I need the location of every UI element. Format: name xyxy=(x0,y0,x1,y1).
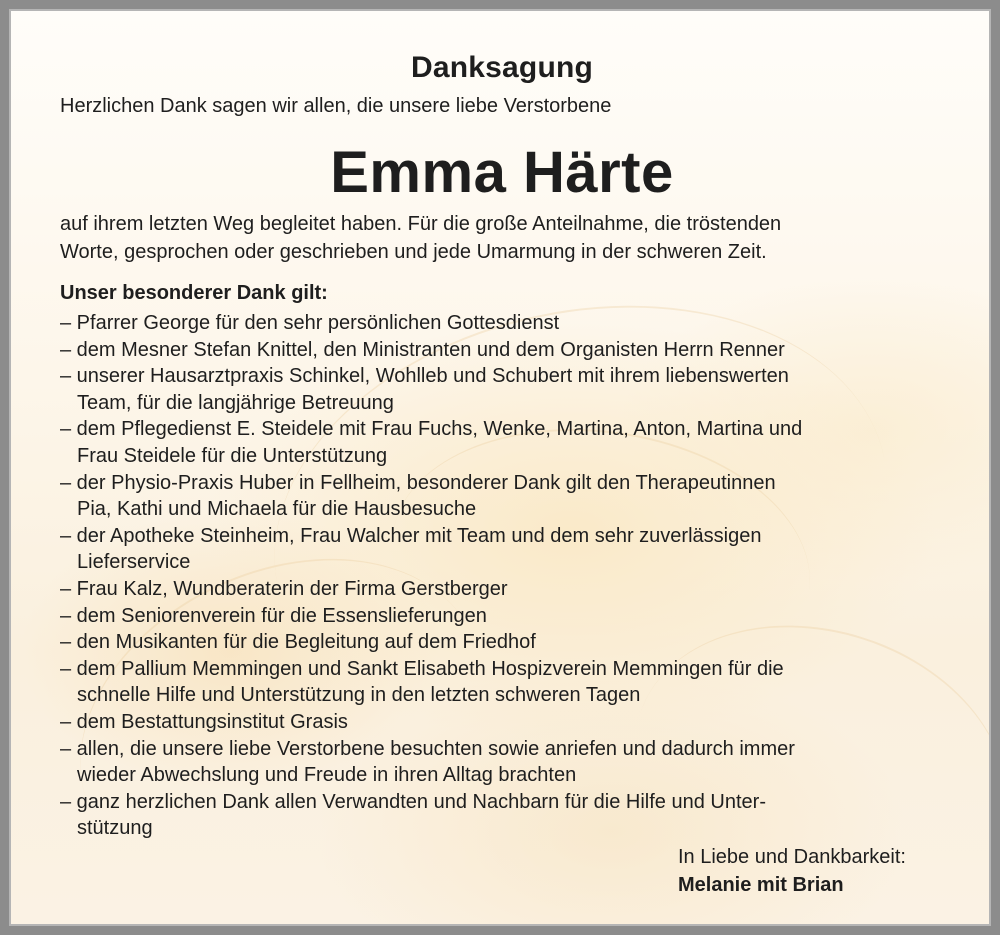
closing-line: In Liebe und Dankbarkeit: xyxy=(678,846,906,868)
list-item xyxy=(60,576,960,603)
list-item-line: – allen, die unsere liebe Verstorbene besuchten sowie anriefen und dadurch immer xyxy=(60,737,795,760)
list-item xyxy=(60,656,960,709)
thanks-list xyxy=(60,310,960,842)
list-item-line: – unserer Hausarztpraxis Schinkel, Wohlleb und Schubert mit ihrem liebenswerten xyxy=(60,365,789,388)
list-item-continuation: stützung xyxy=(77,817,153,840)
closing-block xyxy=(678,843,906,899)
list-item-continuation: schnelle Hilfe und Unterstützung in den letzten schweren Tagen xyxy=(77,684,641,707)
list-item xyxy=(60,709,960,736)
list-item-line: – dem Bestattungsinstitut Grasis xyxy=(60,710,348,733)
notice-panel xyxy=(9,9,991,926)
list-item xyxy=(60,523,960,576)
list-item xyxy=(60,470,960,523)
list-item xyxy=(60,337,960,364)
list-item-line: – ganz herzlichen Dank allen Verwandten und Nachbarn für die Hilfe und Unter- xyxy=(60,790,766,813)
list-item-line: – der Physio-Praxis Huber in Fellheim, besonderer Dank gilt den Therapeutinnen xyxy=(60,471,776,494)
special-thanks-heading: Unser besonderer Dank gilt: xyxy=(60,282,328,304)
paragraph-line: auf ihrem letzten Weg begleitet haben. Für die große Anteilnahme, die tröstenden xyxy=(60,213,782,235)
list-item xyxy=(60,603,960,630)
list-item-line: – dem Mesner Stefan Knittel, den Ministranten und dem Organisten Herrn Renner xyxy=(60,338,785,361)
list-item-line: – dem Pallium Memmingen und Sankt Elisabeth Hospizverein Memmingen für die xyxy=(60,657,784,680)
list-item-line: – Pfarrer George für den sehr persönlichen Gottesdienst xyxy=(60,312,560,334)
list-item-line: – den Musikanten für die Begleitung auf dem Friedhof xyxy=(60,631,536,654)
list-item xyxy=(60,310,960,337)
list-item-continuation: wieder Abwechslung und Freude in ihren Alltag brachten xyxy=(77,764,577,787)
list-item xyxy=(60,789,960,842)
paragraph-line: Worte, gesprochen oder geschrieben und jede Umarmung in der schweren Zeit. xyxy=(60,241,767,263)
list-item-continuation: Lieferservice xyxy=(77,551,191,574)
intro-line: Herzlichen Dank sagen wir allen, die unsere liebe Verstorbene xyxy=(60,95,612,117)
list-item-continuation: Pia, Kathi und Michaela für die Hausbesuche xyxy=(77,498,477,521)
list-item-line: – dem Pflegedienst E. Steidele mit Frau Fuchs, Wenke, Martina, Anton, Martina und xyxy=(60,418,803,441)
list-item xyxy=(60,736,960,789)
list-item xyxy=(60,416,960,469)
list-item-continuation: Frau Steidele für die Unterstützung xyxy=(77,444,388,467)
list-item xyxy=(60,629,960,656)
thanks-paragraph xyxy=(60,210,960,266)
notice-heading: Danksagung xyxy=(410,51,594,84)
signature: Melanie mit Brian xyxy=(678,874,844,896)
list-item-continuation: Team, für die langjährige Betreuung xyxy=(77,391,394,414)
list-item-line: – dem Seniorenverein für die Essenslieferungen xyxy=(60,604,487,627)
list-item xyxy=(60,363,960,416)
list-item-line: – der Apotheke Steinheim, Frau Walcher mit Team und dem sehr zuverlässigen xyxy=(60,524,762,547)
list-item-line: – Frau Kalz, Wundberaterin der Firma Gerstberger xyxy=(60,577,508,600)
deceased-name: Emma Härte xyxy=(330,140,674,205)
